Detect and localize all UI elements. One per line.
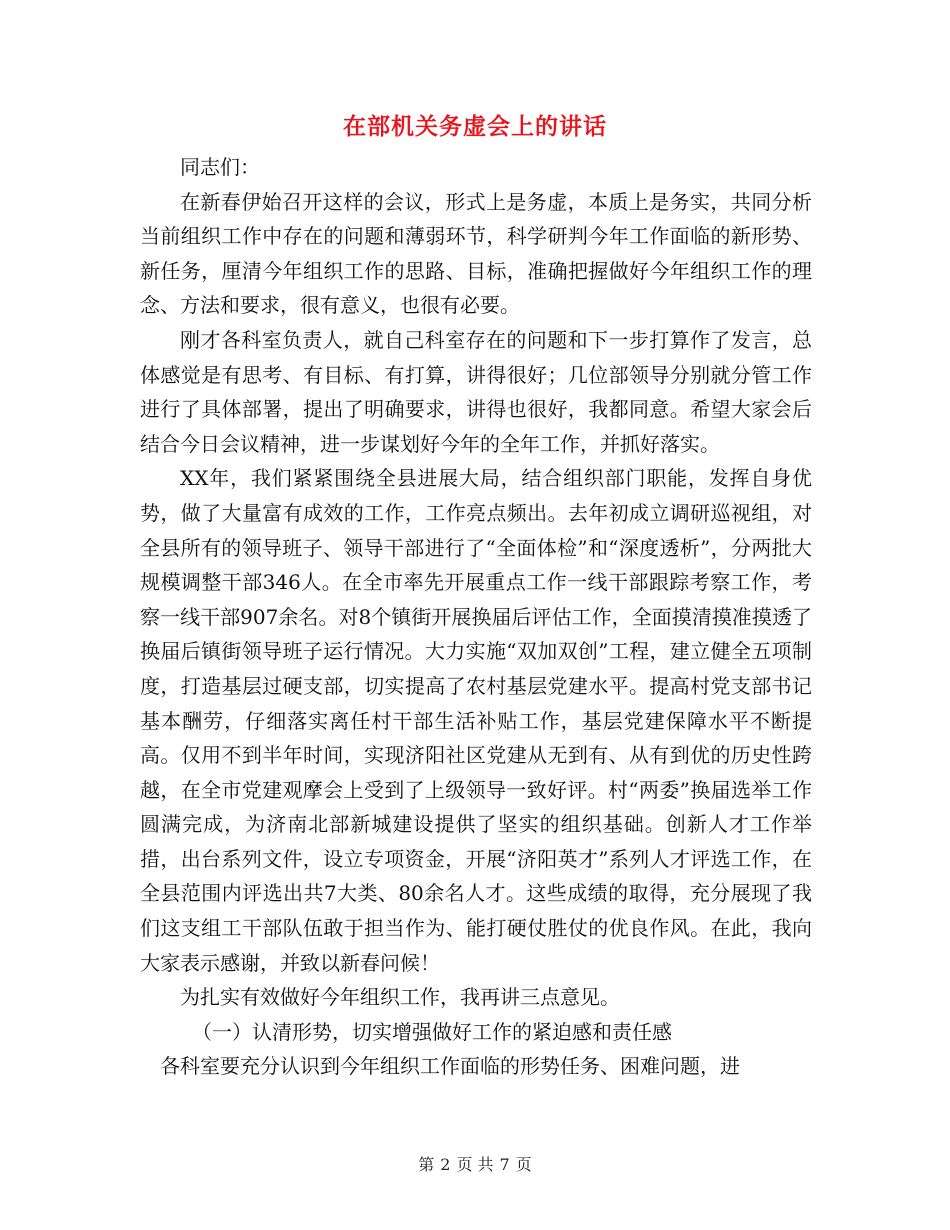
page-footer [0, 1153, 950, 1177]
paragraph-achievements: XX年，我们紧紧围绕全县进展大局，结合组织部门职能，发挥自身优势，做了大量富有成效的工作，工作亮点频出。去年初成立调研巡视组，对全县所有的领导班子、领导干部进行了“全面体检”和“深度透析”，分两批大规模调整干部346人。在全市率先开展重点工作一线干部跟踪考察工作，考察一线干部907余名。对8个镇街开展换届后评估工作，全面摸清摸准摸透了换届后镇街领导班子运行情况。大力实施“双加双创”工程，建立健全五项制度，打造基层过硬支部，切实提高了农村基层党建水平。提高村党支部书记基本酬劳，仔细落实离任村干部生活补贴工作，基层党建保障水平不断提高。仅用不到半年时间，实现济阳社区党建从无到有、从有到优的历史性跨越，在全市党建观摩会上受到了上级领导一致好评。村“两委”换届选举工作圆满完成，为济南北部新城建设提供了坚实的组织基础。创新人才工作举措，出台系列文件，设立专项资金，开展“济阳英才”系列人才评选工作，在全县范围内评选出共7大类、80余名人才。这些成绩的取得，充分展现了我们这支组工干部队伍敢于担当作为、能打硬仗胜仗的优良作风。在此，我向大家表示感谢，并致以新春问候！ [140, 466, 812, 975]
paragraph-section-one-start: 各科室要充分认识到今年组织工作面临的形势任务、困难问题，进 [160, 1054, 740, 1079]
footer-total-pages: 7 [499, 1155, 510, 1174]
document-body [140, 150, 812, 1084]
paragraph-review-reports: 刚才各科室负责人，就自己科室存在的问题和下一步打算作了发言，总体感觉是有思考、有目标、有打算，讲得很好；几位部领导分别就分管工作进行了具体部署，提出了明确要求，讲得也很好，我都同意。希望大家会后结合今日会议精神，进一步谋划好今年的全年工作，并抓好落实。 [140, 327, 812, 456]
paragraph-opening: 在新春伊始召开这样的会议，形式上是务虚，本质上是务实，共同分析当前组织工作中存在的问题和薄弱环节，科学研判今年工作面临的新形势、新任务，厘清今年组织工作的思路、目标，准确把握做好今年组织工作的理念、方法和要求，很有意义，也很有必要。 [140, 189, 812, 318]
document-title: 在部机关务虚会上的讲话 [343, 114, 607, 140]
footer-page-number: 2 [440, 1155, 451, 1174]
footer-middle: 页 共 [456, 1155, 494, 1174]
footer-suffix: 页 [515, 1155, 532, 1174]
section-heading-one: （一）认清形势，切实增强做好工作的紧迫感和责任感 [192, 1019, 672, 1044]
paragraph-three-points: 为扎实有效做好今年组织工作，我再讲三点意见。 [180, 985, 620, 1010]
footer-prefix: 第 [418, 1155, 435, 1174]
salutation: 同志们： [180, 155, 260, 179]
